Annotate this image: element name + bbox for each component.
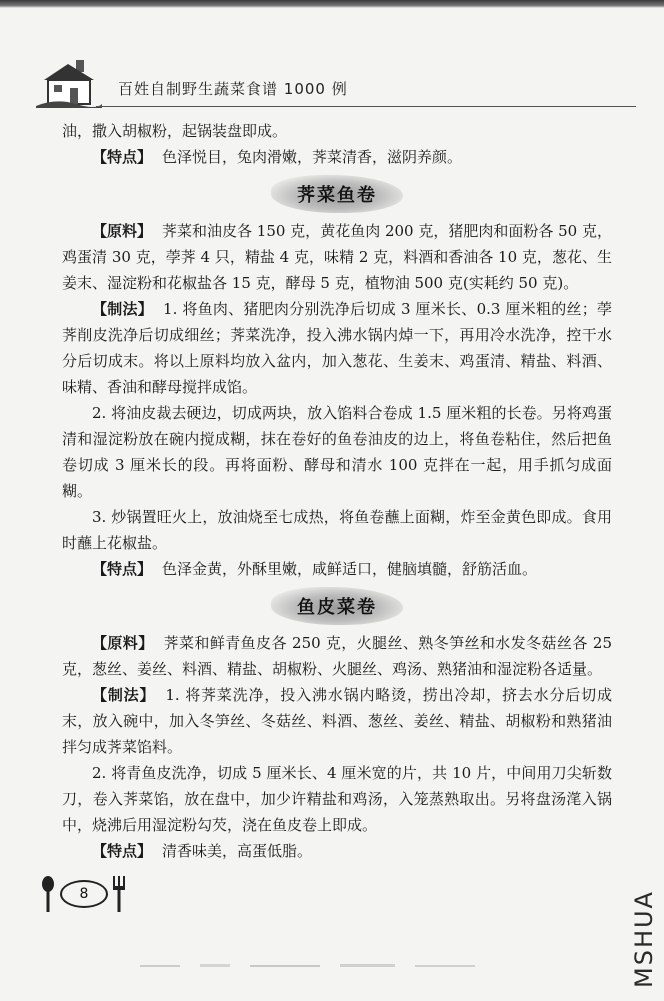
page-footer [40,874,130,914]
page-number: 8 [60,880,108,908]
step-text: 1. 将鱼肉、猪肥肉分别洗净后切成 3 厘米长、0.3 厘米粗的丝；荸荠削皮洗净后切成细丝；荠菜洗净，投入沸水锅内焯一下，再用冷水洗净，控干水分后切成末。将以上原料均放入盆内，加入葱花、生姜末、鸡蛋清、精盐、料酒、味精、香油和酵母搅拌成馅。 [62,300,612,396]
step-text: 1. 将荠菜洗净，投入沸水锅内略烫，捞出冷却，挤去水分后切成末，放入碗中，加入冬笋丝、冬菇丝、料酒、葱丝、姜丝、精盐、胡椒粉和熟猪油拌匀成荠菜馅料。 [62,686,612,756]
feature-text: 色泽金黄，外酥里嫩，咸鲜适口，健脑填髓，舒筋活血。 [162,560,538,578]
watermark [622,880,662,990]
top-edge-bar [0,0,664,8]
ingredients-text: 荠菜和油皮各 150 克，黄花鱼肉 200 克，猪肥肉和面粉各 50 克，鸡蛋清 30 克，荸荠 4 只，精盐 4 克，味精 2 克，料酒和香油各 10 克，葱花、生姜末、湿淀粉和花椒盐各 15 克，酵母 5 克，植物油 500 克(实耗约 50 克)。 [62,222,612,292]
feature-paragraph [62,556,612,582]
recipe-title-wrap [62,170,612,218]
ingredients-paragraph [62,630,612,682]
book-title: 百姓自制野生蔬菜食谱 1000 例 [118,80,348,98]
method-label: 【制法】 [92,686,156,704]
ingredients-label: 【原料】 [92,222,153,240]
page-content [62,118,612,864]
method-step [62,682,612,760]
method-step: 3. 炒锅置旺火上，放油烧至七成热，将鱼卷蘸上面糊，炸至金黄色即成。食用时蘸上花椒盐。 [62,508,612,552]
ingredients-paragraph [62,218,612,296]
recipe-title: 荠菜鱼卷 [271,175,403,213]
recipe-title: 鱼皮菜卷 [271,587,403,625]
method-step [62,296,612,400]
continued-feature [62,144,612,170]
ingredients-label: 【原料】 [92,634,154,652]
method-step: 2. 将油皮裁去硬边，切成两块，放入馅料合卷成 1.5 厘米粗的长卷。另将鸡蛋清和湿淀粉放在碗内搅成糊，抹在卷好的鱼卷油皮的边上，将鱼卷粘住，然后把鱼卷切成 3 厘米长的段。再将面粉、酵母和清水 100 克拌在一起，用手抓匀成面糊。 [62,404,612,500]
spoon-icon [40,876,56,912]
watermark-text: MSHUA [630,890,658,988]
house-icon [36,58,102,108]
fork-icon [112,876,126,912]
feature-text: 清香味美，高蛋低脂。 [162,842,313,860]
scan-noise [140,962,480,970]
running-header [36,58,636,108]
header-rule [96,106,636,107]
feature-label: 【特点】 [92,148,153,166]
continued-line: 油，撒入胡椒粉，起锅装盘即成。 [62,122,288,140]
feature-text: 色泽悦目，兔肉滑嫩，荠菜清香，滋阴养颜。 [162,148,463,166]
feature-label: 【特点】 [92,842,153,860]
ingredients-text: 荠菜和鲜青鱼皮各 250 克，火腿丝、熟冬笋丝和水发冬菇丝各 25 克，葱丝、姜丝、料酒、精盐、胡椒粉、火腿丝、鸡汤、熟猪油和湿淀粉各适量。 [62,634,612,678]
method-step: 2. 将青鱼皮洗净，切成 5 厘米长、4 厘米宽的片，共 10 片，中间用刀尖斩数刀，卷入荠菜馅，放在盘中，加少许精盐和鸡汤，入笼蒸熟取出。另将盘汤滗入锅中，烧沸后用湿淀粉勾芡，浇在鱼皮卷上即成。 [62,764,612,834]
feature-paragraph [62,838,612,864]
method-label: 【制法】 [92,300,154,318]
recipe-title-wrap [62,582,612,630]
feature-label: 【特点】 [92,560,153,578]
